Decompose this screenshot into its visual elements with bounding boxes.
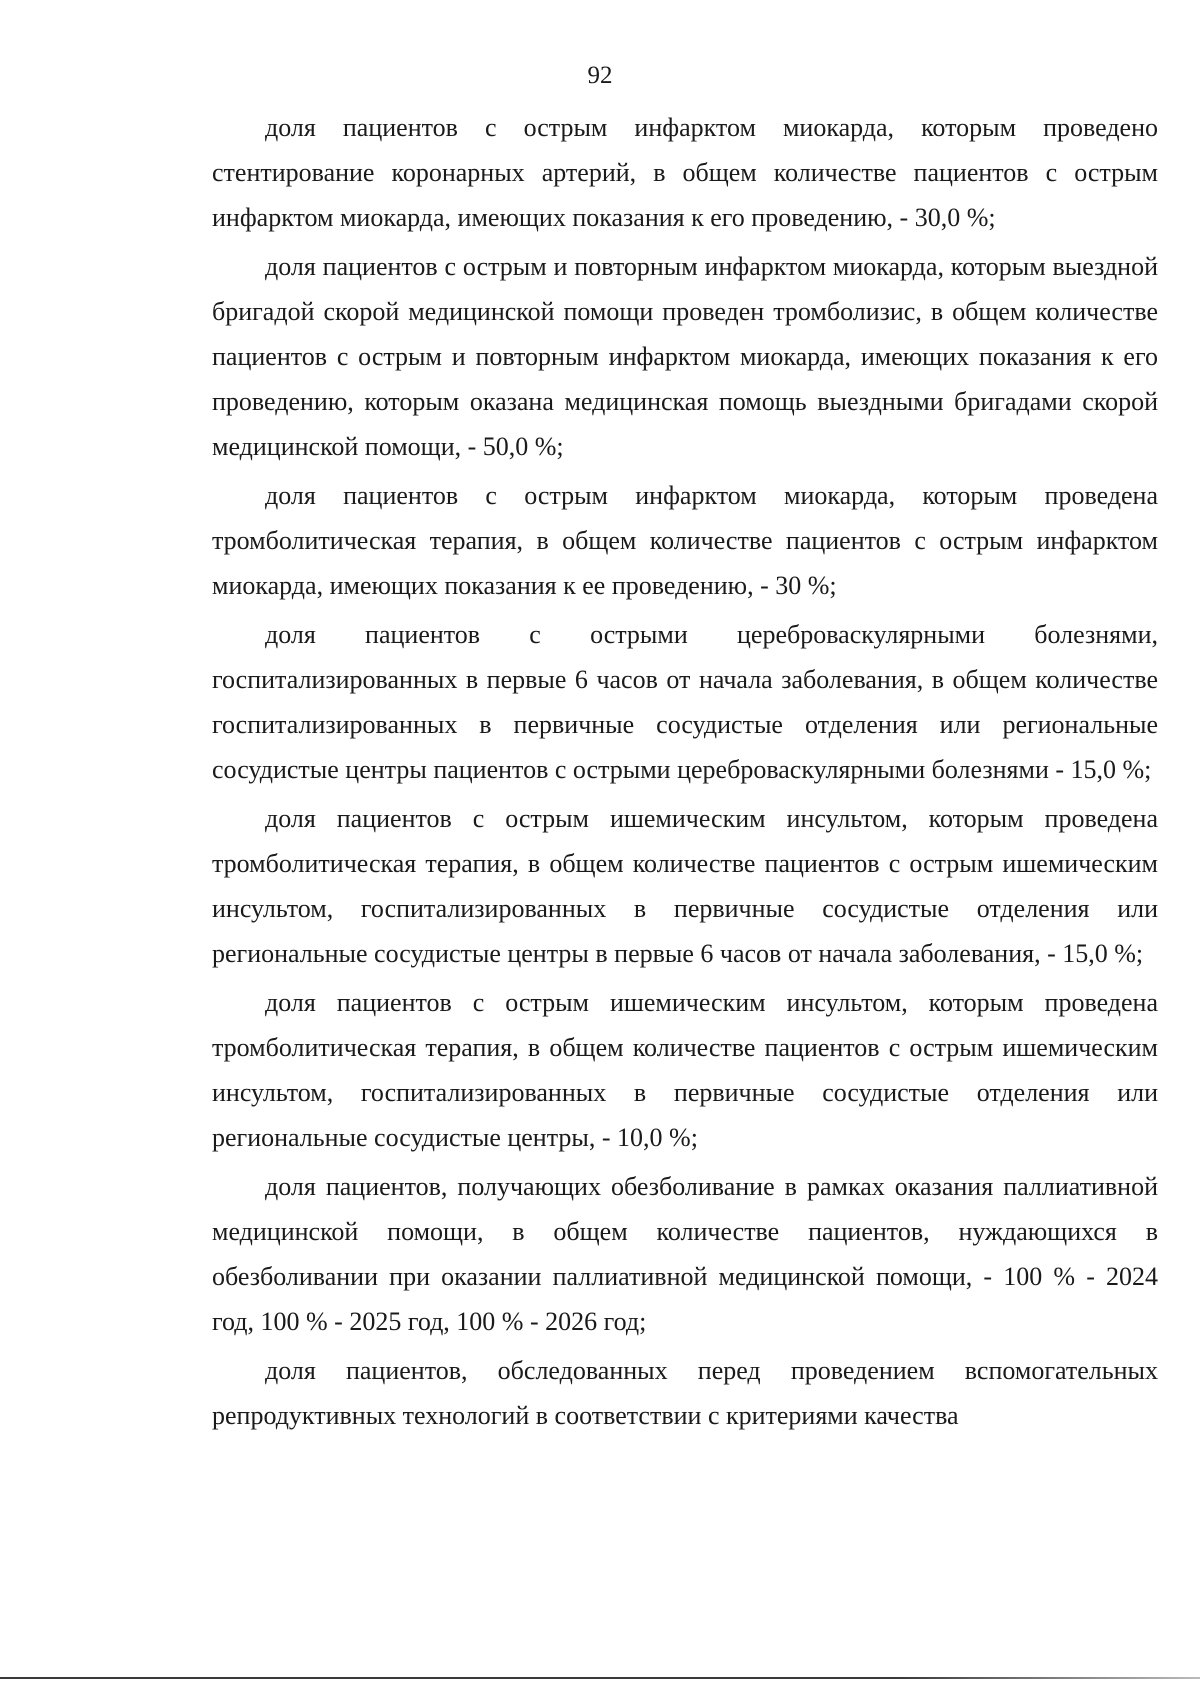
paragraph-stroke-thrombolysis-6h: доля пациентов с острым ишемическим инсультом, которым проведена тромболитическая терапия, в общем количестве пациентов с острым ишемическим инсультом, госпитализированных в первичные сосудистые отделения или региональные сосудистые центры в первые 6 часов от начала заболевания, - 15,0 %; <box>212 804 1158 968</box>
paragraph-stenting: доля пациентов с острым инфарктом миокарда, которым проведено стентирование коронарных артерий, в общем количестве пациентов с острым инфарктом миокарда, имеющих показания к его проведению, - 30,0 %; <box>212 113 1158 232</box>
paragraph-cerebrovascular-hospitalized: доля пациентов с острыми цереброваскулярными болезнями, госпитализированных в первые 6 часов от начала заболевания, в общем количестве госпитализированных в первичные сосудистые отделения или региональные сосудистые центры пациентов с острыми цереброваскулярными болезнями - 15,0 %; <box>212 620 1158 784</box>
bottom-divider-fade <box>900 1677 1200 1679</box>
paragraph-palliative-pain-relief: доля пациентов, получающих обезболивание в рамках оказания паллиативной медицинской помощи, в общем количестве пациентов, нуждающихся в обезболивании при оказании паллиативной медицинской помощи, - 100 % - 2024 год, 100 % - 2025 год, 100 % - 2026 год; <box>212 1172 1158 1336</box>
paragraph-reproductive-technologies: доля пациентов, обследованных перед проведением вспомогательных репродуктивных технологий в соответствии с критериями качества <box>212 1356 1158 1430</box>
paragraph-stroke-thrombolysis: доля пациентов с острым ишемическим инсультом, которым проведена тромболитическая терапия, в общем количестве пациентов с острым ишемическим инсультом, госпитализированных в первичные сосудистые отделения или региональные сосудистые центры, - 10,0 %; <box>212 988 1158 1152</box>
page-number: 92 <box>587 62 613 89</box>
document-body <box>212 105 1158 1442</box>
paragraph-thrombolytic-therapy-infarction: доля пациентов с острым инфарктом миокарда, которым проведена тромболитическая терапия, в общем количестве пациентов с острым инфарктом миокарда, имеющих показания к ее проведению, - 30 %; <box>212 481 1158 600</box>
paragraph-thrombolysis-ambulance: доля пациентов с острым и повторным инфарктом миокарда, которым выездной бригадой скорой медицинской помощи проведен тромболизис, в общем количестве пациентов с острым и повторным инфарктом миокарда, имеющих показания к его проведению, которым оказана медицинская помощь выездными бригадами скорой медицинской помощи, - 50,0 %; <box>212 252 1158 461</box>
